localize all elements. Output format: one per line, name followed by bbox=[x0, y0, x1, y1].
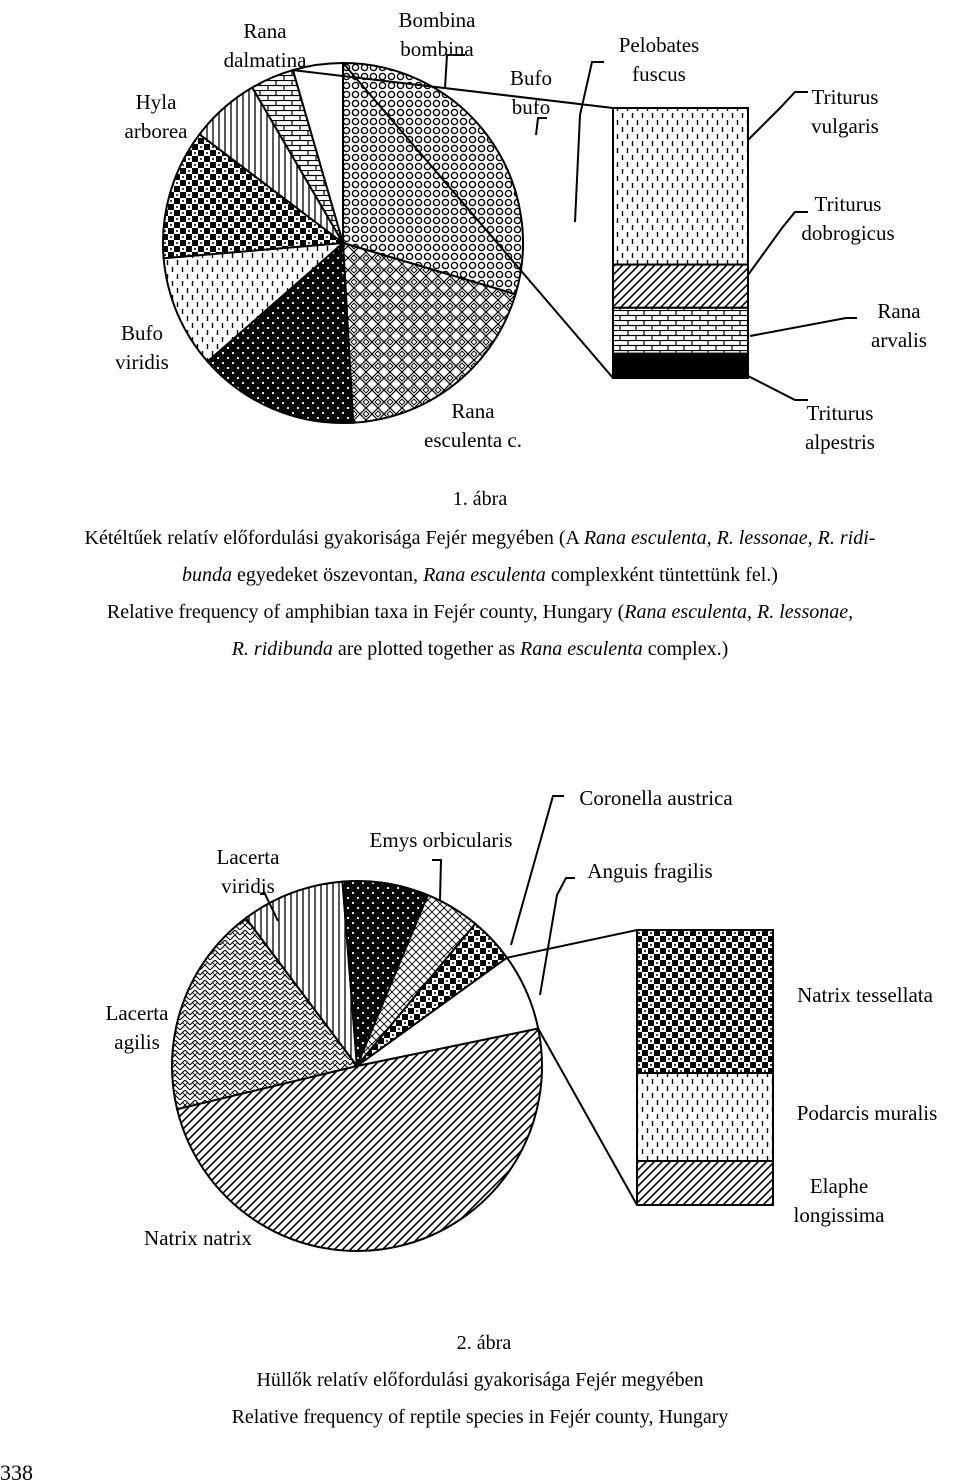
figure-1-caption-en-line-2: R. ridibunda are plotted together as Rana esculenta complex.) bbox=[231, 638, 729, 660]
breakout-segment-rana-arvalis bbox=[613, 308, 748, 354]
slice-label-bufo-bufo: Bufo bufo bbox=[510, 66, 552, 119]
figure-1-caption-en-line-1: Relative frequency of amphibian taxa in Fejér county, Hungary (Rana esculenta, R. lessonae, bbox=[106, 601, 854, 623]
figure-2-caption bbox=[232, 1369, 729, 1428]
pie-chart-reptiles bbox=[106, 786, 938, 1251]
slice-label-natrix-natrix: Natrix natrix bbox=[144, 1226, 252, 1250]
breakout-connector-bottom bbox=[538, 1028, 637, 1205]
breakout-label-triturus-alpestris: Triturus alpestris bbox=[805, 401, 875, 454]
breakout-label-elaphe-longissima: Elaphe longissima bbox=[793, 1174, 885, 1227]
figure-1-caption bbox=[85, 527, 876, 660]
pie-chart-amphibians bbox=[115, 8, 927, 454]
slice-label-bufo-viridis: Bufo viridis bbox=[115, 321, 169, 374]
slice-label-anguis-fragilis: Anguis fragilis bbox=[587, 859, 713, 883]
breakout-segment-pelobates-fuscus bbox=[613, 108, 748, 265]
figure-1-number: 1. ábra bbox=[452, 488, 508, 510]
slice-label-coronella-austrica: Coronella austrica bbox=[579, 786, 733, 810]
breakout-label-triturus-dobrogicus: Triturus dobrogicus bbox=[801, 192, 895, 245]
breakout-segment-triturus-dobrogicus bbox=[613, 265, 748, 308]
leader-line-breakout-pelobates-fuscus bbox=[575, 62, 604, 222]
slice-label-hyla-arborea: Hyla arborea bbox=[124, 90, 188, 143]
leader-line-coronella-austrica bbox=[511, 796, 564, 945]
slice-label-emys-orbicularis: Emys orbicularis bbox=[369, 828, 513, 852]
figure-2-caption-hu-line-1: Hüllők relatív előfordulási gyakorisága Fejér megyében bbox=[256, 1369, 704, 1391]
breakout-label-rana-arvalis: Rana arvalis bbox=[871, 299, 927, 352]
breakout-segment-elaphe-longissima bbox=[637, 1161, 773, 1205]
figure-2-caption-en-line-1: Relative frequency of reptile species in Fejér county, Hungary bbox=[231, 1406, 729, 1428]
leader-line-breakout-triturus-alpestris bbox=[748, 376, 808, 400]
leader-line-triturus-vulgaris bbox=[748, 92, 808, 140]
breakout-segment-triturus-alpestris bbox=[613, 354, 748, 378]
leader-line-emys-orbicularis bbox=[432, 860, 441, 900]
breakout-connector-top bbox=[507, 930, 637, 958]
slice-label-bombina-bombina: Bombina bombina bbox=[398, 8, 476, 61]
figure-2-number: 2. ábra bbox=[456, 1332, 512, 1354]
slice-label-rana-esculenta-c: Rana esculenta c. bbox=[424, 399, 522, 452]
slice-label-rana-dalmatina: Rana dalmatina bbox=[223, 19, 307, 72]
figure-1-caption-hu-line-1: Kétéltűek relatív előfordulási gyakorisága Fejér megyében (A Rana esculenta, R. lessonae, R. ridi- bbox=[84, 527, 876, 549]
leader-line-rana-esculenta-c bbox=[536, 118, 547, 135]
breakout-label-natrix-tessellata: Natrix tessellata bbox=[797, 983, 933, 1007]
slice-label-lacerta-agilis: Lacerta agilis bbox=[105, 1001, 169, 1054]
breakout-segment-natrix-tessellata bbox=[637, 930, 773, 1073]
page-number: 338 bbox=[0, 1460, 33, 1483]
breakout-label-pelobates-fuscus: Pelobates fuscus bbox=[618, 33, 700, 86]
breakout-segment-podarcis-muralis bbox=[637, 1073, 773, 1161]
figure-1-caption-hu-line-2: bunda egyedeket öszevontan, Rana esculenta complexként tüntettünk fel.) bbox=[182, 564, 778, 586]
breakout-label-podarcis-muralis: Podarcis muralis bbox=[796, 1101, 938, 1125]
leader-line-breakout-rana-arvalis bbox=[750, 318, 857, 336]
leader-line-anguis-fragilis bbox=[540, 878, 575, 995]
extra-label-triturus-vulgaris: Triturus vulgaris bbox=[811, 85, 879, 138]
leader-line-breakout-triturus-dobrogicus bbox=[748, 212, 808, 275]
slice-label-lacerta-viridis: Lacerta viridis bbox=[216, 845, 280, 898]
